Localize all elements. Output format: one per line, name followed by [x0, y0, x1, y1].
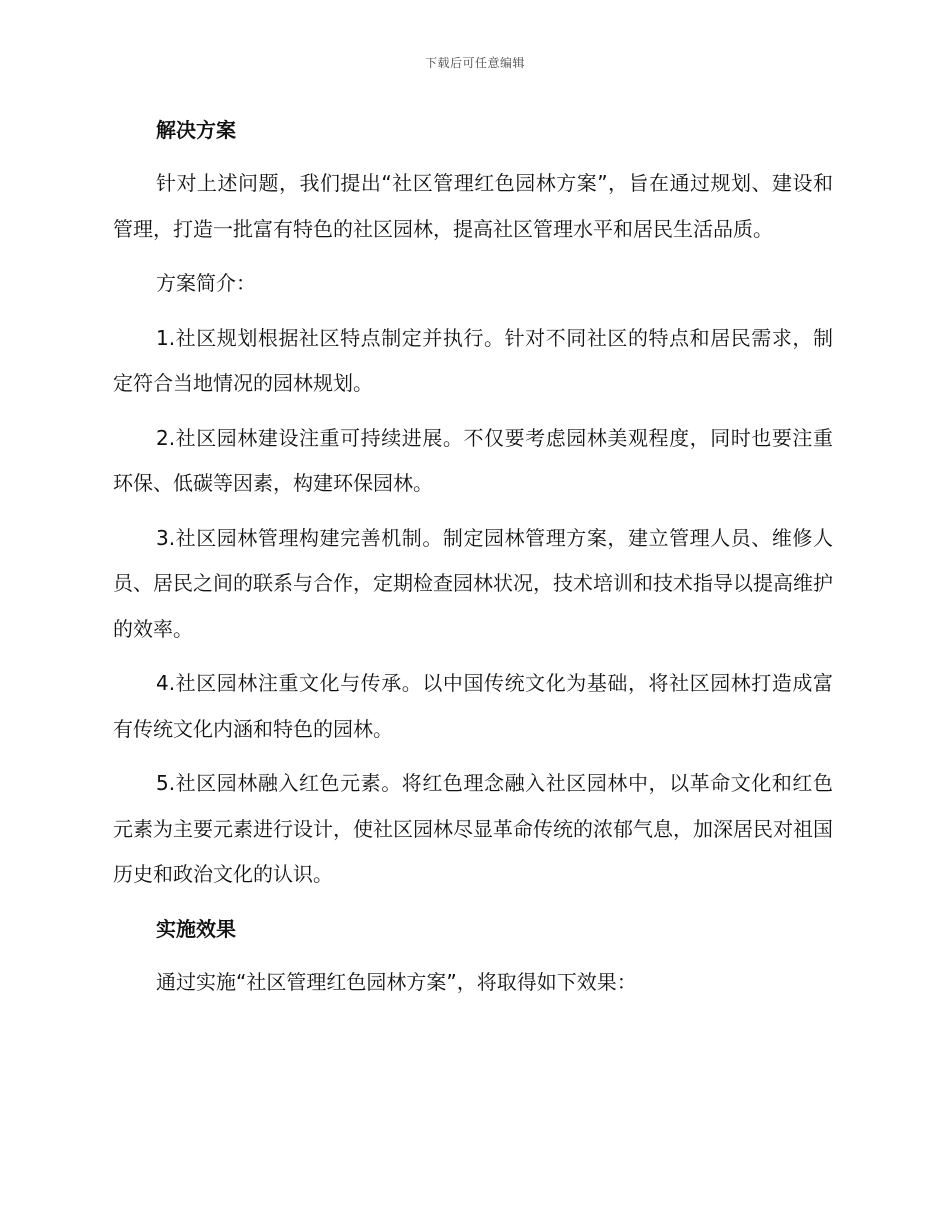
effect-intro-paragraph: 通过实施“社区管理红色园林方案”，将取得如下效果： — [156, 969, 637, 994]
intro-paragraph: 针对上述问题，我们提出“社区管理红色园林方案”，旨在通过规划、建设和管理，打造一批富有特色的社区园林，提高社区管理水平和居民生活品质。 — [113, 171, 833, 241]
list-item: 1.社区规划根据社区特点制定并执行。针对不同社区的特点和居民需求，制定符合当地情况的园林规划。 — [113, 325, 833, 395]
document-body — [113, 108, 833, 1005]
section-heading-solution: 解决方案 — [156, 118, 236, 142]
list-item: 4.社区园林注重文化与传承。以中国传统文化为基础，将社区园林打造成富有传统文化内涵和特色的园林。 — [113, 671, 833, 741]
overview-label: 方案简介： — [156, 271, 256, 295]
page-header: 下载后可任意编辑 — [424, 56, 525, 70]
list-item: 3.社区园林管理构建完善机制。制定园林管理方案，建立管理人员、维修人员、居民之间的联系与合作，定期检查园林状况，技术培训和技术指导以提高维护的效率。 — [113, 525, 833, 641]
section-heading-effect: 实施效果 — [156, 916, 236, 941]
list-item: 5.社区园林融入红色元素。将红色理念融入社区园林中，以革命文化和红色元素为主要元素进行设计，使社区园林尽显革命传统的浓郁气息，加深居民对祖国历史和政治文化的认识。 — [113, 771, 833, 886]
list-item: 2.社区园林建设注重可持续进展。不仅要考虑园林美观程度，同时也要注重环保、低碳等因素，构建环保园林。 — [113, 425, 833, 495]
